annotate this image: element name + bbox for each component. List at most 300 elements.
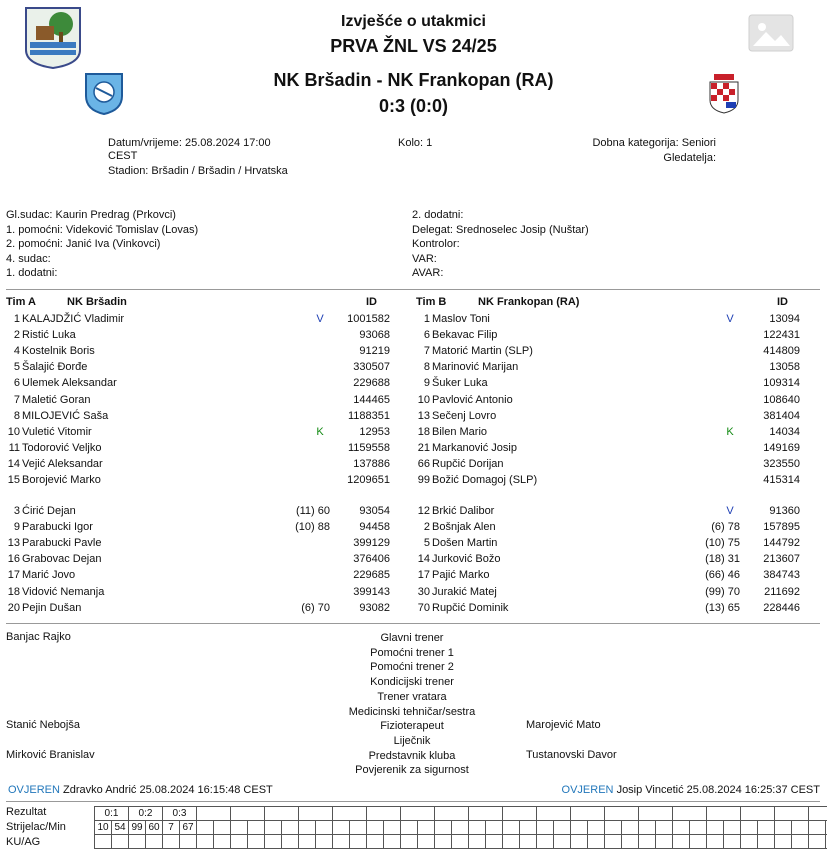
scorer-cell [435,821,452,835]
official-line: 4. sudac: [6,252,51,265]
player-name: Parabucki Pavle [22,537,102,550]
scorer-cell [214,821,231,835]
team-a-player-row [0,519,390,535]
player-number: 99 [417,474,430,486]
ku-ag-cell [316,835,333,849]
player-name: Todorović Veljko [22,441,102,454]
match-score: 0:3 (0:0) [378,96,449,116]
substitution-minute: (10) 88 [295,521,330,534]
scorer-cell [690,821,707,835]
scorer-cell: 10 [95,821,112,835]
player-id: 381404 [763,409,800,422]
player-id: 93054 [359,505,390,517]
score-cell [469,807,503,821]
team-b-player-row [404,535,800,551]
scorer-cell [231,821,248,835]
scorer-cell: 60 [146,821,163,835]
player-name: Ristić Luka [22,329,76,342]
player-id: 1159558 [347,441,390,454]
ku-ag-cell [112,835,129,849]
scorers-label: Strijelac/Min [6,821,66,833]
score-cell [231,807,265,821]
staff-role: Glavni trener [380,632,444,644]
team-b-player-row [404,311,800,327]
score-cell [435,807,469,821]
ku-ag-cell [418,835,435,849]
player-number: 7 [13,393,20,406]
scorer-cell [758,821,775,835]
scorer-cell [197,821,214,835]
result-grid-row [95,807,827,821]
player-id: 91360 [769,505,800,517]
ku-ag-cell [741,835,758,849]
ku-ag-cell [588,835,605,849]
player-id: 323550 [763,457,800,470]
officials-right [412,208,589,281]
official-line: 1. pomoćni: Videković Tomislav (Lovas) [6,223,199,236]
player-name: MILOJEVIĆ Saša [22,409,109,422]
player-id: 122431 [763,329,800,342]
team-a-player-row [0,456,390,472]
verification-left [8,784,273,796]
team-a-player-row [0,359,390,375]
player-name: Ćirić Dejan [22,505,76,517]
away-team-logo [708,72,740,114]
ku-ag-cell [639,835,656,849]
scorer-cell [741,821,758,835]
team-a-player-row [0,343,390,359]
scorer-cell [622,821,639,835]
team-a-player-row [0,392,390,408]
verification-right [500,784,820,796]
player-id: 330507 [353,361,390,374]
player-id: 399129 [353,537,390,550]
player-number: 17 [417,569,430,582]
ku-ag-cell [350,835,367,849]
result-grid-row [95,821,827,835]
player-name: Maletić Goran [22,393,91,406]
scorer-cell [316,821,333,835]
player-id: 109314 [763,377,800,390]
player-name: Maslov Toni [432,313,490,325]
player-number: 70 [417,601,430,614]
score-cell [367,807,401,821]
player-id: 1209651 [347,474,390,486]
player-name: Bilen Mario [432,425,488,438]
team-b-name: NK Frankopan (RA) [478,296,580,308]
player-name: Kostelnik Boris [22,345,95,358]
team-b-player-row [404,327,800,343]
player-id: 414809 [763,345,800,358]
player-id: 91219 [359,345,390,358]
player-name: Brkić Dalibor [432,505,495,517]
team-b-physio: Marojević Mato [526,719,601,731]
player-number: 14 [417,553,430,566]
match-title: NK Bršadin - NK Frankopan (RA) [273,70,554,90]
team-b-player-row [404,359,800,375]
verified-status: OVJEREN [561,784,614,796]
scorer-cell [384,821,401,835]
scorer-cell [452,821,469,835]
player-name: Bošnjak Alen [432,521,496,534]
scorer-cell [707,821,724,835]
team-a-physio: Stanić Nebojša [6,719,80,731]
ku-ag-cell [214,835,231,849]
scorer-cell [367,821,384,835]
team-b-player-row [404,375,800,391]
player-role-mark: K [316,425,324,438]
team-a-player-row [0,551,390,567]
team-b-player-row [404,424,800,440]
scorer-cell [724,821,741,835]
team-a-player-row [0,535,390,551]
spectators: Gledatelja: [663,152,716,164]
ku-ag-cell [724,835,741,849]
player-number: 6 [13,377,20,390]
substitution-minute: (18) 31 [705,553,740,566]
score-cell [265,807,299,821]
official-line: 1. dodatni: [6,267,58,280]
ku-ag-cell [265,835,282,849]
scorer-cell [605,821,622,835]
player-name: Pavlović Antonio [432,393,513,406]
scorer-cell [520,821,537,835]
ku-ag-cell [282,835,299,849]
ku-ag-cell [537,835,554,849]
player-name: Došen Martin [432,537,498,550]
team-b-player-row [404,600,800,616]
staff-role: Liječnik [393,734,431,747]
team-b-player-row [404,343,800,359]
player-role-mark: K [726,425,734,438]
official-line: Gl.sudac: Kaurin Predrag (Prkovci) [6,209,176,221]
player-id: 228446 [763,601,800,614]
image-placeholder-icon [748,14,794,52]
player-name: Božić Domagoj (SLP) [432,474,538,486]
player-id: 93082 [359,601,390,614]
official-line: Delegat: Srednoselec Josip (Nuštar) [412,223,589,236]
ku-ag-cell [129,835,146,849]
player-number: 30 [417,585,430,598]
verified-status: OVJEREN [8,784,60,796]
team-a-player-row [0,567,390,583]
scorer-cell [809,821,826,835]
player-id: 94458 [359,521,390,534]
player-id: 415314 [763,474,800,486]
player-id: 399143 [353,585,390,598]
player-id: 376406 [353,553,390,566]
ku-ag-cell [95,835,112,849]
player-name: Šuker Luka [432,377,488,390]
player-number: 18 [417,425,430,438]
staff-role: Kondicijski trener [370,676,454,689]
score-cell [197,807,231,821]
ku-ag-cell [180,835,197,849]
player-id: 211692 [764,585,800,598]
player-number: 21 [417,441,430,454]
player-role-mark: V [726,313,734,325]
player-id: 144792 [763,537,800,550]
player-number: 16 [7,553,20,566]
ku-ag-cell [622,835,639,849]
player-number: 10 [7,425,20,438]
team-a-player-row [0,408,390,424]
score-cell [741,807,775,821]
verified-by: Zdravko Andrić 25.08.2024 16:15:48 CEST [63,784,273,796]
team-a-head-coach: Banjac Rajko [6,631,71,643]
player-number: 3 [13,505,20,517]
age-category: Dobna kategorija: Seniori [592,137,716,149]
ku-ag-cell [792,835,809,849]
player-id: 12953 [359,425,390,438]
staff-role: Trener vratara [377,690,447,703]
team-a-player-row [0,472,390,488]
player-number: 8 [423,361,430,374]
ku-ag-cell [571,835,588,849]
player-name: Sečenj Lovro [432,409,497,422]
score-cell [673,807,707,821]
team-a-club-rep: Mirković Branislav [6,749,95,761]
player-name: Grabovac Dejan [22,553,102,566]
player-id: 144465 [353,393,390,406]
team-b-player-row [404,408,800,424]
ku-ag-cell [452,835,469,849]
scorer-cell [588,821,605,835]
player-role-mark: V [726,505,734,517]
official-line: AVAR: [412,267,444,280]
official-line: Kontrolor: [412,238,460,251]
player-id: 213607 [763,553,800,566]
scorer-cell [554,821,571,835]
team-a-player-row [0,311,390,327]
team-b-player-row [404,472,800,488]
substitution-minute: (11) 60 [295,505,330,517]
player-number: 8 [13,409,20,422]
substitution-minute: (6) 70 [301,601,330,614]
player-number: 9 [13,521,20,534]
player-name: Markanović Josip [432,441,517,454]
scorer-cell [248,821,265,835]
ku-ag-cell [605,835,622,849]
team-b-player-row [404,456,800,472]
staff-role: Pomoćni trener 1 [370,646,454,659]
player-id: 14034 [769,425,800,438]
player-id: 157895 [763,521,800,534]
player-name: Vidović Nemanja [22,585,105,598]
player-name: Pajić Marko [432,569,490,582]
team-a-player-row [0,503,390,519]
player-name: Matorić Martin (SLP) [432,345,533,358]
scorer-cell [792,821,809,835]
scorer-cell [775,821,792,835]
substitution-minute: (66) 46 [705,569,740,582]
ku-ag-cell [503,835,520,849]
substitution-minute: (6) 78 [711,521,740,534]
result-grid [94,806,827,849]
result-label: Rezultat [6,806,47,818]
player-number: 17 [7,569,20,582]
scorer-cell [282,821,299,835]
scorer-cell [673,821,690,835]
match-stadium: Stadion: Bršadin / Bršadin / Hrvatska [108,165,288,177]
scorer-cell [571,821,588,835]
team-a-id-header: ID [366,296,377,308]
team-b-player-row [404,392,800,408]
player-number: 18 [7,585,20,598]
ku-ag-cell [673,835,690,849]
team-b-id-header: ID [777,296,788,308]
team-a-player-row [0,600,390,616]
scorer-cell [469,821,486,835]
scorer-cell: 7 [163,821,180,835]
ku-ag-cell [401,835,418,849]
player-name: Bekavac Filip [432,329,498,342]
team-b-player-row [404,551,800,567]
score-cell [503,807,537,821]
player-id: 149169 [763,441,800,454]
ku-ag-cell [775,835,792,849]
player-name: Parabucki Igor [22,521,93,534]
team-b-player-row [404,503,800,519]
ku-ag-cell [299,835,316,849]
player-number: 7 [423,345,430,358]
scorer-cell [656,821,673,835]
player-number: 15 [7,474,20,486]
player-number: 13 [7,537,20,550]
player-id: 1188351 [347,409,390,422]
ku-ag-cell [469,835,486,849]
divider [6,801,820,802]
federation-logo [24,6,82,70]
player-name: Rupčić Dominik [432,601,509,614]
scorer-cell [639,821,656,835]
official-line: 2. pomoćni: Janić Iva (Vinkovci) [6,238,161,251]
ku-ag-cell [248,835,265,849]
team-b-player-row [404,519,800,535]
team-a-player-row [0,375,390,391]
player-name: Vuletić Vitomir [22,425,92,438]
scorer-cell [401,821,418,835]
player-name: Jurković Božo [432,553,501,566]
score-cell [809,807,827,821]
score-cell [401,807,435,821]
player-name: Vejić Aleksandar [22,457,103,470]
score-cell [537,807,571,821]
player-name: Ulemek Aleksandar [22,377,117,390]
staff-role: Fizioterapeut [380,720,444,733]
team-b-player-row [404,584,800,600]
player-number: 6 [423,329,430,342]
score-cell [333,807,367,821]
ku-ag-cell [809,835,826,849]
ku-ag-cell [758,835,775,849]
verified-by: Josip Vincetić 25.08.2024 16:25:37 CEST [616,784,820,796]
scorer-cell: 67 [180,821,197,835]
score-cell: 0:1 [95,807,129,821]
player-name: KALAJDŽIĆ Vladimir [22,313,125,325]
scorer-cell: 99 [129,821,146,835]
player-number: 14 [7,457,20,470]
player-id: 229685 [353,569,390,582]
player-number: 2 [423,521,430,534]
player-name: Šalajić Đorđe [22,361,88,374]
player-id: 108640 [763,393,800,406]
scorer-cell: 54 [112,821,129,835]
ku-ag-cell [163,835,180,849]
player-role-mark: V [316,313,324,325]
player-id: 93068 [359,329,390,342]
scorer-cell [537,821,554,835]
team-a-name: NK Bršadin [67,296,127,308]
team-b-player-row [404,567,800,583]
divider [6,623,820,624]
ku-ag-cell [231,835,248,849]
competition-title: PRVA ŽNL VS 24/25 [330,36,497,56]
score-cell [707,807,741,821]
ku-ag-cell [486,835,503,849]
scorer-cell [418,821,435,835]
player-name: Marić Jovo [22,569,76,582]
player-name: Borojević Marko [22,474,101,486]
player-number: 10 [417,393,430,406]
player-name: Pejin Dušan [22,601,82,614]
player-number: 12 [417,505,430,517]
scorer-cell [333,821,350,835]
ku-ag-cell [384,835,401,849]
home-team-logo [82,70,126,116]
ku-ag-label: KU/AG [6,836,41,848]
substitution-minute: (10) 75 [705,537,740,550]
official-line: 2. dodatni: [412,209,464,221]
substitution-minute: (13) 65 [705,601,740,614]
player-number: 13 [417,409,430,422]
report-title: Izvješće o utakmici [341,13,486,30]
staff-role: Povjerenik za sigurnost [355,764,469,777]
result-grid-row [95,835,827,849]
player-name: Rupčić Dorijan [432,457,504,470]
player-number: 66 [417,457,430,470]
match-round: Kolo: 1 [398,137,433,149]
officials-left [6,208,198,281]
player-number: 11 [8,441,20,454]
player-number: 5 [423,537,430,550]
team-a-player-row [0,327,390,343]
team-a-player-row [0,584,390,600]
team-a-player-row [0,424,390,440]
divider [6,289,820,290]
player-number: 2 [13,329,20,342]
scorer-cell [486,821,503,835]
ku-ag-cell [707,835,724,849]
ku-ag-cell [656,835,673,849]
scorer-cell [503,821,520,835]
team-b-label: Tim B [416,296,447,308]
player-number: 1 [423,313,430,325]
player-number: 9 [423,377,430,390]
team-b-player-row [404,440,800,456]
player-name: Marinović Marijan [432,361,519,374]
team-a-label: Tim A [6,296,36,308]
match-datetime: Datum/vrijeme: 25.08.2024 17:00 [108,137,271,149]
player-number: 4 [13,345,20,358]
score-cell: 0:3 [163,807,197,821]
scorer-cell [265,821,282,835]
staff-role: Predstavnik kluba [368,749,456,762]
player-number: 1 [13,313,20,325]
player-number: 20 [7,601,20,614]
player-id: 137886 [353,457,390,470]
score-cell: 0:2 [129,807,163,821]
